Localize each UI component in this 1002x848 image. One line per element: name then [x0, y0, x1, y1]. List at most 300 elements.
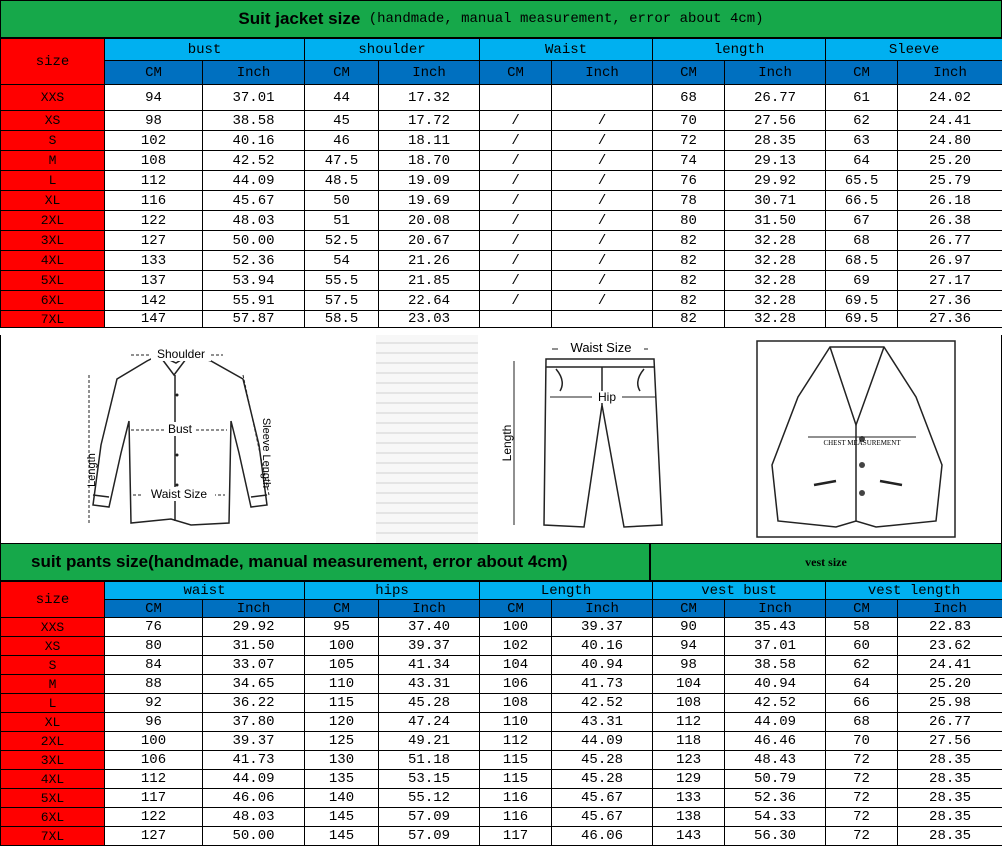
- value-cell: [480, 311, 552, 328]
- value-cell: 45.67: [552, 789, 653, 808]
- group-header-bust: bust: [105, 39, 305, 61]
- value-cell: [480, 85, 552, 111]
- value-cell: 27.36: [898, 311, 1002, 328]
- size-cell: 6XL: [1, 808, 105, 827]
- value-cell: 32.28: [725, 251, 826, 271]
- value-cell: 54: [305, 251, 379, 271]
- value-cell: 60: [826, 637, 898, 656]
- value-cell: 88: [105, 675, 203, 694]
- table-row: [1, 171, 1002, 191]
- value-cell: 122: [105, 211, 203, 231]
- value-cell: 21.85: [379, 271, 480, 291]
- value-cell: 145: [305, 808, 379, 827]
- value-cell: 76: [105, 618, 203, 637]
- value-cell: 26.77: [898, 231, 1002, 251]
- unit-header: Inch: [203, 61, 305, 85]
- value-cell: /: [480, 271, 552, 291]
- value-cell: 70: [653, 111, 725, 131]
- table-row: [1, 231, 1002, 251]
- value-cell: 18.70: [379, 151, 480, 171]
- value-cell: 147: [105, 311, 203, 328]
- value-cell: 25.20: [898, 151, 1002, 171]
- value-cell: 45.28: [552, 751, 653, 770]
- table-row: [1, 111, 1002, 131]
- value-cell: 115: [480, 770, 552, 789]
- unit-header: CM: [653, 600, 725, 618]
- value-cell: 42.52: [552, 694, 653, 713]
- value-cell: 39.37: [379, 637, 480, 656]
- table-row: [1, 675, 1002, 694]
- pants-title-bar: [0, 543, 650, 581]
- value-cell: 143: [653, 827, 725, 846]
- value-cell: /: [480, 191, 552, 211]
- value-cell: /: [480, 291, 552, 311]
- value-cell: 106: [105, 751, 203, 770]
- size-cell: 3XL: [1, 231, 105, 251]
- shirt-bust-label: Bust: [167, 422, 193, 436]
- value-cell: /: [480, 211, 552, 231]
- value-cell: 66: [826, 694, 898, 713]
- value-cell: 68: [653, 85, 725, 111]
- value-cell: /: [480, 251, 552, 271]
- value-cell: 66.5: [826, 191, 898, 211]
- value-cell: 29.92: [203, 618, 305, 637]
- unit-header: Inch: [725, 600, 826, 618]
- value-cell: 33.07: [203, 656, 305, 675]
- value-cell: /: [552, 231, 653, 251]
- value-cell: 138: [653, 808, 725, 827]
- value-cell: 50.79: [725, 770, 826, 789]
- unit-header: CM: [305, 600, 379, 618]
- value-cell: 108: [480, 694, 552, 713]
- group-header-waist: Waist: [480, 39, 653, 61]
- table-row: [1, 191, 1002, 211]
- value-cell: 27.17: [898, 271, 1002, 291]
- value-cell: 76: [653, 171, 725, 191]
- value-cell: 46.46: [725, 732, 826, 751]
- vest-diagram: [756, 335, 956, 543]
- pants-title: suit pants size(handmade, manual measurement, error about 4cm): [31, 552, 568, 571]
- value-cell: 112: [653, 713, 725, 732]
- value-cell: 133: [653, 789, 725, 808]
- table-row: [1, 271, 1002, 291]
- size-cell: 5XL: [1, 789, 105, 808]
- value-cell: 120: [305, 713, 379, 732]
- shirt-length-label: Length: [86, 453, 98, 487]
- value-cell: /: [552, 131, 653, 151]
- unit-header: Inch: [898, 61, 1002, 85]
- value-cell: 55.12: [379, 789, 480, 808]
- value-cell: 40.16: [203, 131, 305, 151]
- pants-size-header: size: [1, 582, 105, 618]
- group-header-shoulder: shoulder: [305, 39, 480, 61]
- value-cell: 42.52: [203, 151, 305, 171]
- value-cell: 100: [480, 618, 552, 637]
- size-cell: 7XL: [1, 827, 105, 846]
- jacket-title: Suit jacket size: [238, 9, 361, 28]
- value-cell: 72: [653, 131, 725, 151]
- shirt-shoulder-label: Shoulder: [156, 347, 206, 361]
- value-cell: 112: [480, 732, 552, 751]
- value-cell: 22.64: [379, 291, 480, 311]
- value-cell: 48.43: [725, 751, 826, 770]
- value-cell: 32.28: [725, 311, 826, 328]
- value-cell: 62: [826, 656, 898, 675]
- value-cell: 129: [653, 770, 725, 789]
- value-cell: 98: [105, 111, 203, 131]
- value-cell: 24.02: [898, 85, 1002, 111]
- value-cell: 145: [305, 827, 379, 846]
- group-header-hips: hips: [305, 582, 480, 600]
- value-cell: 135: [305, 770, 379, 789]
- group-header-sleeve: Sleeve: [826, 39, 1002, 61]
- value-cell: 28.35: [898, 827, 1002, 846]
- value-cell: 28.35: [898, 808, 1002, 827]
- value-cell: 20.08: [379, 211, 480, 231]
- unit-header: CM: [105, 61, 203, 85]
- value-cell: 102: [480, 637, 552, 656]
- pants-vest-size-table: [0, 581, 1002, 846]
- value-cell: 69.5: [826, 311, 898, 328]
- value-cell: 42.52: [725, 694, 826, 713]
- value-cell: 37.80: [203, 713, 305, 732]
- size-cell: 2XL: [1, 211, 105, 231]
- value-cell: 19.09: [379, 171, 480, 191]
- value-cell: 29.92: [725, 171, 826, 191]
- value-cell: 53.94: [203, 271, 305, 291]
- value-cell: 142: [105, 291, 203, 311]
- size-cell: XXS: [1, 618, 105, 637]
- unit-header: CM: [826, 61, 898, 85]
- table-row: [1, 618, 1002, 637]
- value-cell: 117: [480, 827, 552, 846]
- shirt-waist-label: Waist Size: [150, 487, 208, 501]
- value-cell: 94: [105, 85, 203, 111]
- table-row: [1, 656, 1002, 675]
- value-cell: 98: [653, 656, 725, 675]
- value-cell: /: [552, 251, 653, 271]
- value-cell: 55.91: [203, 291, 305, 311]
- value-cell: 122: [105, 808, 203, 827]
- value-cell: 57.09: [379, 827, 480, 846]
- value-cell: 102: [105, 131, 203, 151]
- value-cell: 48.03: [203, 808, 305, 827]
- value-cell: 100: [105, 732, 203, 751]
- value-cell: 32.28: [725, 271, 826, 291]
- value-cell: 68: [826, 713, 898, 732]
- value-cell: 94: [653, 637, 725, 656]
- unit-header: CM: [105, 600, 203, 618]
- table-row: [1, 151, 1002, 171]
- value-cell: 92: [105, 694, 203, 713]
- table-row: [1, 808, 1002, 827]
- value-cell: 23.03: [379, 311, 480, 328]
- value-cell: 41.73: [552, 675, 653, 694]
- value-cell: 62: [826, 111, 898, 131]
- group-header-length: length: [653, 39, 826, 61]
- value-cell: 100: [305, 637, 379, 656]
- value-cell: 127: [105, 827, 203, 846]
- size-cell: M: [1, 675, 105, 694]
- size-cell: XL: [1, 713, 105, 732]
- value-cell: 140: [305, 789, 379, 808]
- vest-chest-label: CHEST MEASUREMENT: [823, 439, 901, 447]
- pants-hip-label: Hip: [597, 390, 617, 404]
- value-cell: 105: [305, 656, 379, 675]
- value-cell: 112: [105, 770, 203, 789]
- pants-length-label: Length: [500, 424, 514, 462]
- pants-diagram: [496, 335, 676, 543]
- value-cell: 24.41: [898, 656, 1002, 675]
- value-cell: [552, 85, 653, 111]
- value-cell: 48.5: [305, 171, 379, 191]
- value-cell: 39.37: [203, 732, 305, 751]
- table-row: [1, 211, 1002, 231]
- value-cell: 29.13: [725, 151, 826, 171]
- value-cell: 82: [653, 251, 725, 271]
- value-cell: 80: [653, 211, 725, 231]
- value-cell: 52.36: [203, 251, 305, 271]
- value-cell: 47.5: [305, 151, 379, 171]
- unit-header: CM: [480, 61, 552, 85]
- group-header-pants-length: Length: [480, 582, 653, 600]
- value-cell: 26.18: [898, 191, 1002, 211]
- value-cell: 28.35: [898, 770, 1002, 789]
- value-cell: 46: [305, 131, 379, 151]
- value-cell: 90: [653, 618, 725, 637]
- value-cell: 45.28: [379, 694, 480, 713]
- unit-header: Inch: [552, 61, 653, 85]
- value-cell: 110: [480, 713, 552, 732]
- value-cell: 67: [826, 211, 898, 231]
- value-cell: /: [480, 171, 552, 191]
- value-cell: 61: [826, 85, 898, 111]
- value-cell: 56.30: [725, 827, 826, 846]
- value-cell: 82: [653, 291, 725, 311]
- value-cell: 25.20: [898, 675, 1002, 694]
- unit-header: Inch: [203, 600, 305, 618]
- value-cell: 44: [305, 85, 379, 111]
- value-cell: 57.87: [203, 311, 305, 328]
- value-cell: 17.32: [379, 85, 480, 111]
- value-cell: 80: [105, 637, 203, 656]
- unit-header: CM: [826, 600, 898, 618]
- value-cell: 72: [826, 808, 898, 827]
- value-cell: 38.58: [203, 111, 305, 131]
- value-cell: 70: [826, 732, 898, 751]
- value-cell: 52.36: [725, 789, 826, 808]
- value-cell: 110: [305, 675, 379, 694]
- value-cell: 137: [105, 271, 203, 291]
- value-cell: /: [552, 171, 653, 191]
- value-cell: 50.00: [203, 827, 305, 846]
- value-cell: 96: [105, 713, 203, 732]
- table-row: [1, 131, 1002, 151]
- value-cell: 17.72: [379, 111, 480, 131]
- value-cell: 44.09: [203, 171, 305, 191]
- size-cell: 4XL: [1, 251, 105, 271]
- value-cell: /: [480, 131, 552, 151]
- unit-header: Inch: [379, 600, 480, 618]
- value-cell: 64: [826, 675, 898, 694]
- value-cell: 78: [653, 191, 725, 211]
- vest-title: vest size: [650, 543, 1002, 581]
- value-cell: 26.77: [725, 85, 826, 111]
- value-cell: 38.58: [725, 656, 826, 675]
- table-row: [1, 637, 1002, 656]
- group-header-vest-length: vest length: [826, 582, 1002, 600]
- table-row: [1, 291, 1002, 311]
- value-cell: 125: [305, 732, 379, 751]
- value-cell: 28.35: [725, 131, 826, 151]
- value-cell: 69: [826, 271, 898, 291]
- value-cell: /: [480, 231, 552, 251]
- value-cell: 45: [305, 111, 379, 131]
- table-row: [1, 827, 1002, 846]
- jacket-size-table: [0, 38, 1002, 328]
- table-row: [1, 732, 1002, 751]
- size-cell: 2XL: [1, 732, 105, 751]
- value-cell: /: [552, 191, 653, 211]
- value-cell: 116: [480, 789, 552, 808]
- value-cell: 45.67: [552, 808, 653, 827]
- table-row: [1, 751, 1002, 770]
- value-cell: 58: [826, 618, 898, 637]
- size-cell: L: [1, 694, 105, 713]
- size-header: size: [1, 39, 105, 85]
- value-cell: /: [552, 271, 653, 291]
- value-cell: 27.56: [725, 111, 826, 131]
- value-cell: /: [552, 211, 653, 231]
- value-cell: 43.31: [552, 713, 653, 732]
- value-cell: 104: [480, 656, 552, 675]
- value-cell: 27.56: [898, 732, 1002, 751]
- pants-waist-label: Waist Size: [570, 340, 632, 355]
- value-cell: 46.06: [203, 789, 305, 808]
- value-cell: 117: [105, 789, 203, 808]
- value-cell: 49.21: [379, 732, 480, 751]
- value-cell: 130: [305, 751, 379, 770]
- value-cell: 116: [105, 191, 203, 211]
- unit-header: CM: [480, 600, 552, 618]
- value-cell: 19.69: [379, 191, 480, 211]
- group-header-vest-bust: vest bust: [653, 582, 826, 600]
- size-cell: 4XL: [1, 770, 105, 789]
- value-cell: 84: [105, 656, 203, 675]
- value-cell: 37.01: [725, 637, 826, 656]
- value-cell: 26.38: [898, 211, 1002, 231]
- value-cell: 116: [480, 808, 552, 827]
- shirt-sleeve-label: Sleeve Length: [260, 417, 272, 489]
- value-cell: 55.5: [305, 271, 379, 291]
- value-cell: 32.28: [725, 231, 826, 251]
- table-row: [1, 251, 1002, 271]
- value-cell: 115: [305, 694, 379, 713]
- value-cell: 45.67: [203, 191, 305, 211]
- value-cell: 40.94: [552, 656, 653, 675]
- size-cell: XS: [1, 637, 105, 656]
- value-cell: 41.73: [203, 751, 305, 770]
- value-cell: /: [552, 291, 653, 311]
- value-cell: 50.00: [203, 231, 305, 251]
- value-cell: 25.98: [898, 694, 1002, 713]
- unit-header: CM: [653, 61, 725, 85]
- value-cell: 95: [305, 618, 379, 637]
- value-cell: 65.5: [826, 171, 898, 191]
- value-cell: 108: [105, 151, 203, 171]
- value-cell: 69.5: [826, 291, 898, 311]
- value-cell: 44.09: [552, 732, 653, 751]
- value-cell: 24.80: [898, 131, 1002, 151]
- value-cell: /: [480, 151, 552, 171]
- size-cell: 3XL: [1, 751, 105, 770]
- value-cell: 31.50: [725, 211, 826, 231]
- unit-header: Inch: [898, 600, 1002, 618]
- value-cell: 34.65: [203, 675, 305, 694]
- value-cell: 108: [653, 694, 725, 713]
- lined-strip: [376, 335, 478, 543]
- value-cell: 52.5: [305, 231, 379, 251]
- value-cell: 72: [826, 751, 898, 770]
- value-cell: 50: [305, 191, 379, 211]
- group-header-waist: waist: [105, 582, 305, 600]
- size-cell: 5XL: [1, 271, 105, 291]
- value-cell: 32.28: [725, 291, 826, 311]
- value-cell: 82: [653, 311, 725, 328]
- value-cell: 28.35: [898, 789, 1002, 808]
- value-cell: 53.15: [379, 770, 480, 789]
- jacket-title-bar: [0, 0, 1002, 38]
- table-row: [1, 770, 1002, 789]
- value-cell: 30.71: [725, 191, 826, 211]
- size-cell: L: [1, 171, 105, 191]
- value-cell: 72: [826, 789, 898, 808]
- unit-header: Inch: [725, 61, 826, 85]
- value-cell: 127: [105, 231, 203, 251]
- value-cell: 57.09: [379, 808, 480, 827]
- value-cell: 44.09: [203, 770, 305, 789]
- table-row: [1, 789, 1002, 808]
- value-cell: 54.33: [725, 808, 826, 827]
- value-cell: 37.40: [379, 618, 480, 637]
- value-cell: 25.79: [898, 171, 1002, 191]
- measurement-diagrams: [0, 335, 1002, 543]
- table-row: [1, 85, 1002, 111]
- value-cell: 58.5: [305, 311, 379, 328]
- value-cell: 68.5: [826, 251, 898, 271]
- value-cell: /: [480, 111, 552, 131]
- value-cell: 46.06: [552, 827, 653, 846]
- value-cell: 64: [826, 151, 898, 171]
- unit-header: Inch: [552, 600, 653, 618]
- jacket-title-note: (handmade, manual measurement, error about 4cm): [360, 11, 764, 27]
- value-cell: 23.62: [898, 637, 1002, 656]
- value-cell: 51: [305, 211, 379, 231]
- value-cell: /: [552, 151, 653, 171]
- value-cell: 41.34: [379, 656, 480, 675]
- value-cell: 118: [653, 732, 725, 751]
- value-cell: 47.24: [379, 713, 480, 732]
- size-cell: XL: [1, 191, 105, 211]
- value-cell: 57.5: [305, 291, 379, 311]
- size-cell: S: [1, 131, 105, 151]
- value-cell: 106: [480, 675, 552, 694]
- value-cell: 115: [480, 751, 552, 770]
- value-cell: 45.28: [552, 770, 653, 789]
- value-cell: 35.43: [725, 618, 826, 637]
- value-cell: /: [552, 111, 653, 131]
- value-cell: 27.36: [898, 291, 1002, 311]
